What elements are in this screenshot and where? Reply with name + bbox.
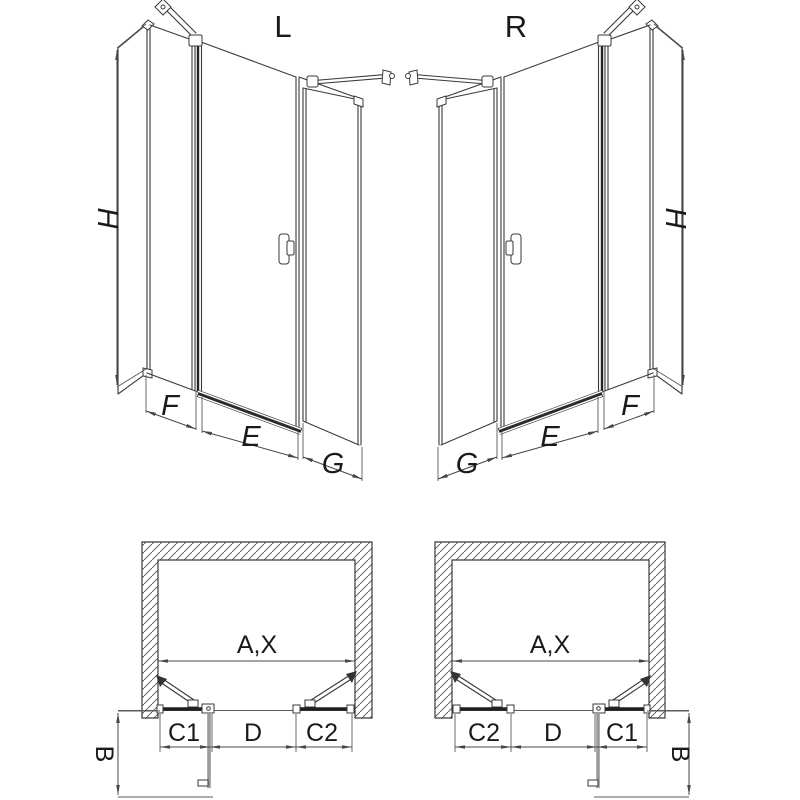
dim-label-h-right: H — [659, 207, 691, 229]
plan-right-d-label: D — [543, 719, 563, 747]
dim-label-e-left: E — [241, 421, 261, 453]
plan-right-b-label: B — [666, 745, 694, 763]
dim-label-h-left: H — [91, 207, 123, 229]
plan-left-c1-label: C1 — [168, 719, 200, 747]
elevation-view-left — [117, 0, 395, 481]
plan-left-d-label: D — [243, 719, 263, 747]
dim-label-f-right: F — [621, 390, 639, 422]
plan-right-width-label: A,X — [529, 631, 571, 659]
dim-label-g-left: G — [321, 448, 345, 480]
door-handle-plan-left — [198, 780, 208, 786]
dim-label-g-right: G — [455, 448, 479, 480]
elevation-view-right — [406, 0, 684, 481]
plan-left-width-label: A,X — [236, 631, 278, 659]
plan-left-b-label: B — [90, 745, 118, 763]
variant-label-right: R — [504, 9, 528, 44]
niche-walls-right-plan — [435, 542, 665, 718]
plan-right-c1-label: C1 — [606, 719, 638, 747]
variant-label-left: L — [274, 9, 292, 44]
plan-right-c2-label: C2 — [468, 719, 500, 747]
door-handle-plan-right — [588, 780, 598, 786]
plan-left-c2-label: C2 — [306, 719, 338, 747]
dim-label-e-right: E — [540, 421, 560, 453]
dim-label-f-left: F — [161, 390, 179, 422]
niche-walls-left-plan — [142, 542, 372, 718]
